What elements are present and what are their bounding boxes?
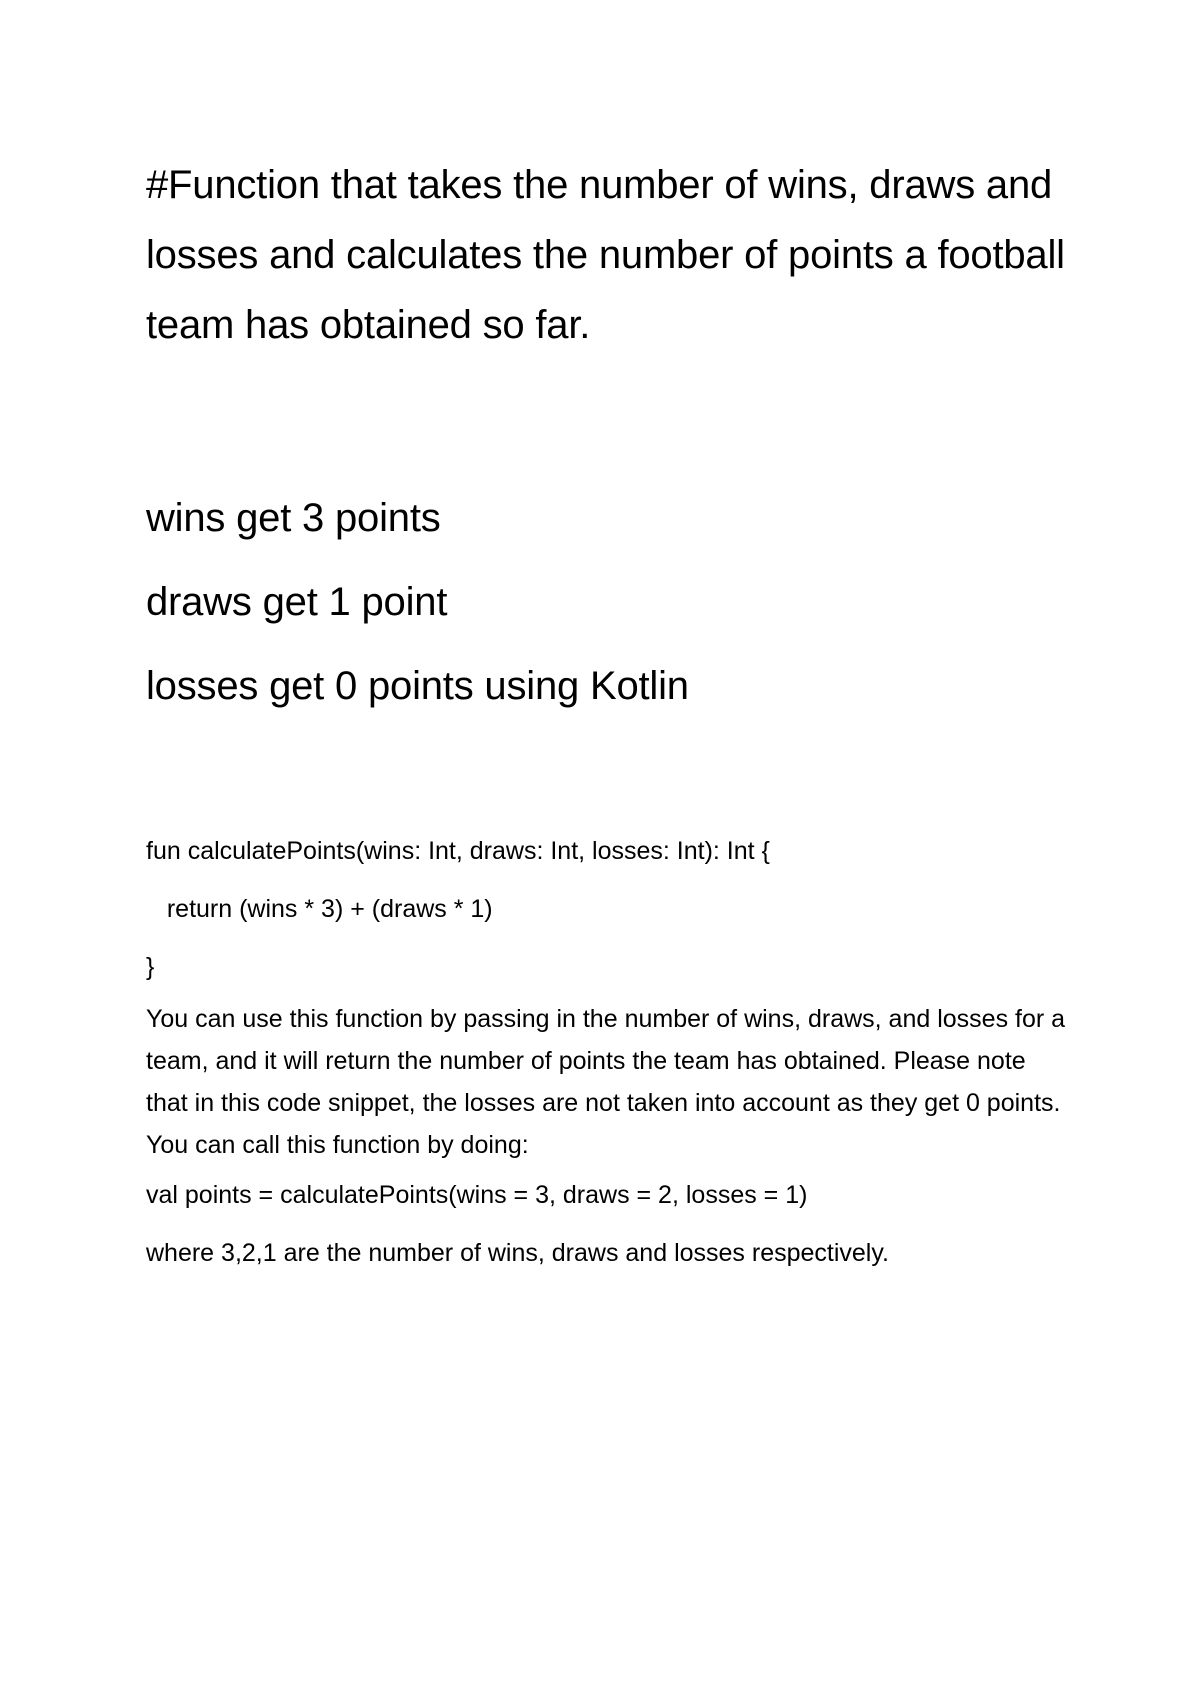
code-snippet bbox=[146, 822, 1066, 996]
rule-losses: losses get 0 points using Kotlin bbox=[146, 664, 689, 708]
explanation-paragraph: You can use this function by passing in the number of wins, draws, and losses for a team, and it will return the number of points the team has obtained. Please note that in this code snippet, the losses are not taken into account as they get 0 points. You can call this function by doing: bbox=[146, 1005, 1066, 1159]
document-heading: #Function that takes the number of wins, draws and losses and calculates the number of points a football team has obtained so far. bbox=[146, 163, 1065, 347]
document-content bbox=[146, 150, 1066, 1282]
example-call: val points = calculatePoints(wins = 3, draws = 2, losses = 1) bbox=[146, 1181, 808, 1209]
code-line-return: return (wins * 3) + (draws * 1) bbox=[146, 895, 493, 923]
example-note: where 3,2,1 are the number of wins, draws and losses respectively. bbox=[146, 1239, 889, 1267]
points-rules bbox=[146, 476, 1066, 728]
code-line-close: } bbox=[146, 953, 155, 981]
rule-draws: draws get 1 point bbox=[146, 580, 448, 624]
code-line-signature: fun calculatePoints(wins: Int, draws: Int, losses: Int): Int { bbox=[146, 837, 770, 865]
rule-wins: wins get 3 points bbox=[146, 496, 441, 540]
